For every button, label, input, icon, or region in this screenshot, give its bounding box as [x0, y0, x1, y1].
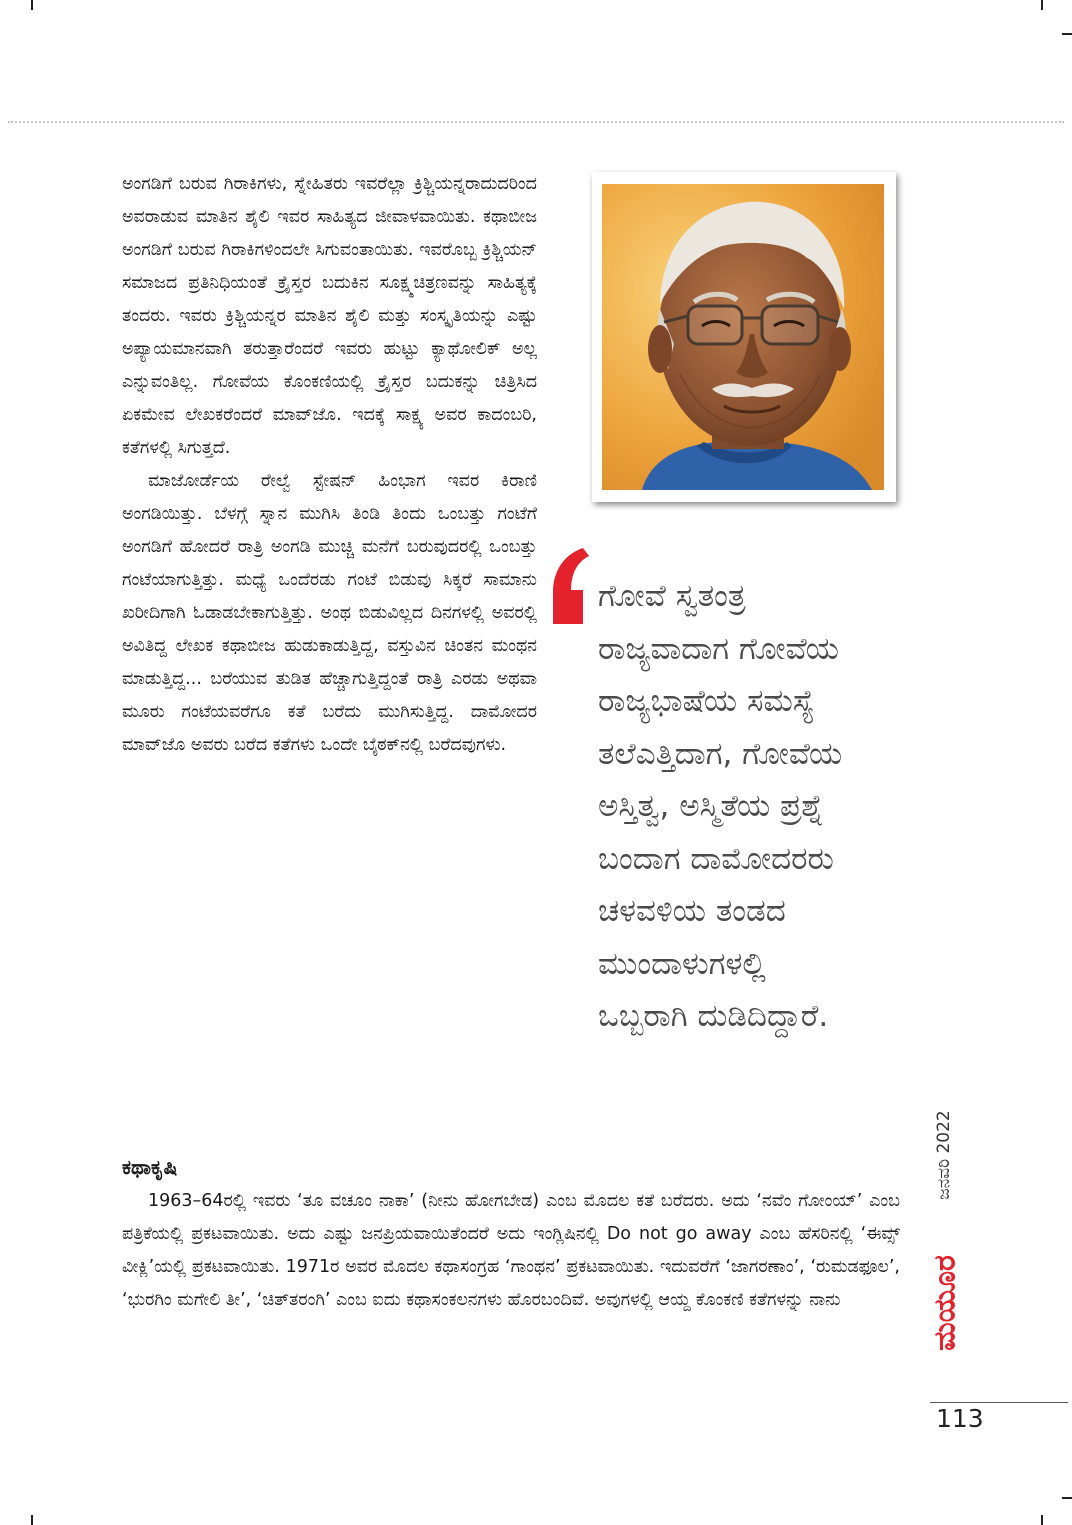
crop-mark-top-right — [1041, 0, 1043, 10]
magazine-logo-text: ಮಯೂರ — [927, 1255, 963, 1351]
pull-quote-line: ಗೋವೆ ಸ್ವತಂತ್ರ — [598, 578, 746, 614]
header-dotted-rule — [8, 121, 1064, 123]
pull-quote-line: ರಾಜ್ಯವಾದಾಗ ಗೋವೆಯ — [598, 630, 839, 667]
page-number: 113 — [936, 1404, 984, 1433]
crop-mark-right-lower — [1062, 1497, 1072, 1499]
pull-quote — [598, 570, 918, 1043]
issue-date — [928, 1090, 960, 1220]
article-paragraph: ಮಾಜೋರ್ಡೆಯ ರೇಲ್ವೆ ಸ್ಟೇಷನ್ ಹಿಂಭಾಗ ಇವರ ಕಿರಾಣಿ ಅಂಗಡಿಯಿತ್ತು. ಬೆಳಗ್ಗೆ ಸ್ನಾನ ಮುಗಿಸಿ ತಿಂಡಿ ತಿಂದು ಒಂಬತ್ತು ಗಂಟೆಗೆ ಅಂಗಡಿಗೆ ಹೋದರೆ ರಾತ್ರಿ ಅಂಗಡಿ ಮುಚ್ಚಿ ಮನೆಗೆ ಬರುವುದರಲ್ಲಿ ಒಂಬತ್ತು ಗಂಟೆಯಾಗುತ್ತಿತ್ತು. ಮಧ್ಯೆ ಒಂದೆರಡು ಗಂಟೆ ಬಿಡುವು ಸಿಕ್ಕರೆ ಸಾಮಾನು ಖರೀದಿಗಾಗಿ ಓಡಾಡಬೇಕಾಗುತ್ತಿತ್ತು. ಅಂಥ ಬಿಡುವಿಲ್ಲದ ದಿನಗಳಲ್ಲಿ ಅವರಲ್ಲಿ ಅವಿತಿದ್ದ ಲೇಖಕ ಕಥಾಬೀಜ ಹುಡುಕಾಡುತ್ತಿದ್ದ, ವಸ್ತುವಿನ ಚಿಂತನ ಮಂಥನ ಮಾಡುತ್ತಿದ್ದ... ಬರೆಯುವ ತುಡಿತ ಹೆಚ್ಚಾಗುತ್ತಿದ್ದಂತೆ ರಾತ್ರಿ ಎರಡು ಅಥವಾ ಮೂರು ಗಂಟೆಯವರೆಗೂ ಕತೆ ಬರೆದು ಮುಗಿಸುತ್ತಿದ್ದ. ದಾಮೋದರ ಮಾವ್‌ಜೊ ಅವರು ಬರೆದ ಕತೆಗಳು ಒಂದೇ ಬೈಠಕ್‌ನಲ್ಲಿ ಬರೆದವುಗಳು. — [122, 471, 537, 755]
article-left-column — [122, 168, 537, 762]
pull-quote-line: ಬಂದಾಗ ದಾಮೋದರರು — [598, 840, 834, 877]
crop-mark-bottom-left — [31, 1515, 33, 1525]
article-paragraph: 1963–64ರಲ್ಲಿ ಇವರು ‘ತೂ ವಚೂಂ ನಾಕಾ’ (ನೀನು ಹೋಗಬೇಡ) ಎಂಬ ಮೊದಲ ಕತೆ ಬರೆದರು. ಅದು ‘ನವೆಂ ಗೋಂಯ್’ ಎಂಬ ಪತ್ರಿಕೆಯಲ್ಲಿ ಪ್ರಕಟವಾಯಿತು. ಅದು ಎಷ್ಟು ಜನಪ್ರಿಯವಾಯಿತೆಂದರೆ ಅದು ಇಂಗ್ಲಿಷಿನಲ್ಲಿ Do not go away ಎಂಬ ಹೆಸರಿನಲ್ಲಿ ‘ಈವ್ಸ್ ವೀಕ್ಲಿ’ಯಲ್ಲಿ ಪ್ರಕಟವಾಯಿತು. 1971ರ ಅವರ ಮೊದಲ ಕಥಾಸಂಗ್ರಹ ‘ಗಾಂಥನ’ ಪ್ರಕಟವಾಯಿತು. ಇದುವರೆಗೆ ‘ಜಾಗರಣಾಂ’, ‘ರುಮಡಫೂಲ’, ‘ಭುರಗಿಂ ಮಗೇಲಿ ತೀ’, ‘ಚಿತ್‌ತರಂಗಿ’ ಎಂಬ ಐದು ಕಥಾಸಂಕಲನಗಳು ಹೊರಬಂದಿವೆ. ಅವುಗಳಲ್ಲಿ ಆಯ್ದ ಕೊಂಕಣಿ ಕತೆಗಳನ್ನು ನಾನು — [122, 1191, 900, 1310]
crop-mark-right-upper — [1062, 33, 1072, 35]
section-body — [122, 1185, 900, 1317]
author-portrait-photo — [602, 184, 884, 490]
pull-quote-line: ಒಬ್ಬರಾಗಿ ದುಡಿದಿದ್ದಾರೆ. — [598, 998, 829, 1034]
magazine-logo — [922, 1228, 968, 1378]
article-paragraph: ಅಂಗಡಿಗೆ ಬರುವ ಗಿರಾಕಿಗಳು, ಸ್ನೇಹಿತರು ಇವರೆಲ್ಲಾ ಕ್ರಿಶ್ಚಿಯನ್ನರಾದುದರಿಂದ ಅವರಾಡುವ ಮಾತಿನ ಶೈಲಿ ಇವರ ಸಾಹಿತ್ಯದ ಜೀವಾಳವಾಯಿತು. ಕಥಾಬೀಜ ಅಂಗಡಿಗೆ ಬರುವ ಗಿರಾಕಿಗಳಿಂದಲೇ ಸಿಗುವಂತಾಯಿತು. ಇವರೊಬ್ಬ ಕ್ರಿಶ್ಚಿಯನ್ ಸಮಾಜದ ಪ್ರತಿನಿಧಿಯಂತೆ ಕ್ರೈಸ್ತರ ಬದುಕಿನ ಸೂಕ್ಷ್ಮಚಿತ್ರಣವನ್ನು ಸಾಹಿತ್ಯಕ್ಕೆ ತಂದರು. ಇವರು ಕ್ರಿಶ್ಚಿಯನ್ನರ ಮಾತಿನ ಶೈಲಿ ಮತ್ತು ಸಂಸ್ಕೃತಿಯನ್ನು ಎಷ್ಟು ಅಪ್ಯಾಯಮಾನವಾಗಿ ತರುತ್ತಾರೆಂದರೆ ಇವರು ಹುಟ್ಟು ಕ್ಯಾಥೋಲಿಕ್ ಅಲ್ಲ ಎನ್ನುವಂತಿಲ್ಲ. ಗೋವೆಯ ಕೊಂಕಣಿಯಲ್ಲಿ ಕ್ರೈಸ್ತರ ಬದುಕನ್ನು ಚಿತ್ರಿಸಿದ ಏಕಮೇವ ಲೇಖಕರೆಂದರೆ ಮಾವ್‌ಜೊ. ಇದಕ್ಕೆ ಸಾಕ್ಷ್ಯ ಅವರ ಕಾದಂಬರಿ, ಕತೆಗಳಲ್ಲಿ ಸಿಗುತ್ತದೆ. — [122, 174, 537, 458]
issue-date-text: ಜನವರಿ 2022 — [934, 1110, 954, 1200]
portrait-illustration — [602, 184, 884, 490]
crop-mark-bottom-right — [1041, 1515, 1043, 1525]
pull-quote-line: ಮುಂದಾಳುಗಳಲ್ಲಿ — [598, 945, 766, 982]
pull-quote-line: ಅಸ್ತಿತ್ವ, ಅಸ್ಮಿತೆಯ ಪ್ರಶ್ನೆ — [598, 788, 824, 824]
quote-mark-icon — [551, 546, 591, 626]
pull-quote-line: ತಲೆಎತ್ತಿದಾಗ, ಗೋವೆಯ — [598, 735, 843, 772]
pull-quote-line: ಚಳವಳಿಯ ತಂಡದ — [598, 893, 786, 929]
crop-mark-top-left — [31, 0, 33, 10]
section-heading: ಕಥಾಕೃಷಿ — [122, 1155, 178, 1179]
pull-quote-line: ರಾಜ್ಯಭಾಷೆಯ ಸಮಸ್ಯೆ — [598, 683, 815, 719]
author-photo-frame — [592, 172, 896, 502]
